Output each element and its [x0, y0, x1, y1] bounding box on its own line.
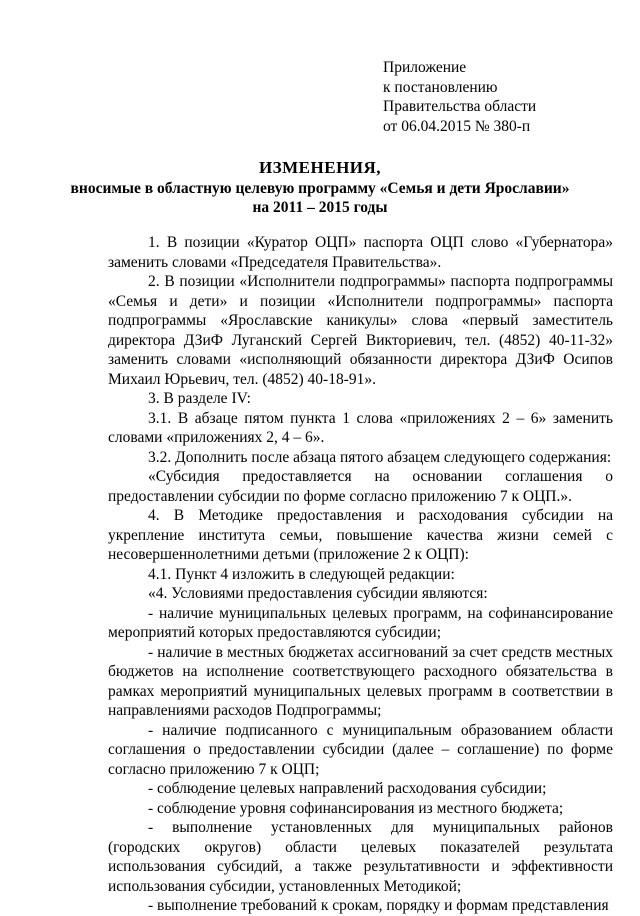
- paragraph: 2. В позиции «Исполнители подпрограммы» паспорта подпрограммы «Семья и дети» и позиции «Исполнители подпрограммы» паспорта подпрограммы «Ярославские каникулы» слова «первый заместитель директора ДЗиФ Луганский Сергей Викториевич, тел. (4852) 40-11-32» заменить словами «исполняющий обязанности директора ДЗиФ Осипов Михаил Юрьевич, тел. (4852) 40-18-91».: [108, 273, 613, 388]
- appendix-header: [383, 58, 536, 136]
- paragraph: 1. В позиции «Куратор ОЦП» паспорта ОЦП слово «Губернатора» заменить словами «Председателя Правительства».: [108, 234, 613, 271]
- title-subtitle: вносимые в областную целевую программу «Семья и дети Ярославии»: [70, 180, 570, 197]
- paragraph: - соблюдение уровня софинансирования из местного бюджета;: [148, 799, 564, 817]
- appendix-line: к постановлению: [383, 78, 498, 96]
- paragraph: 3. В разделе IV:: [148, 390, 251, 407]
- paragraph: - наличие муниципальных целевых программ, на софинансирование мероприятий которых предоставляются субсидии;: [108, 604, 613, 641]
- paragraph: 4.1. Пункт 4 изложить в следующей редакции:: [148, 565, 455, 583]
- paragraph: 4. В Методике предоставления и расходования субсидии на укрепление института семьи, повышение качества жизни семей с несовершеннолетними детьми (приложение 2 к ОЦП):: [108, 507, 613, 563]
- paragraph: - наличие в местных бюджетах ассигнований за счет средств местных бюджетов на исполнение соответствующего расходного обязательства в рамках мероприятий муниципальных целевых программ в соответствии в направлениями расходов Подпрограммы;: [108, 643, 613, 719]
- appendix-line: Правительства области: [383, 98, 537, 115]
- paragraph: «Субсидия предоставляется на основании соглашения о предоставлении субсидии по форме согласно приложению 7 к ОЦП.».: [108, 468, 613, 505]
- title-main: ИЗМЕНЕНИЯ,: [258, 158, 382, 177]
- paragraph: 3.2. Дополнить после абзаца пятого абзацем следующего содержания:: [148, 448, 612, 466]
- appendix-line: от 06.04.2015 № 380-п: [383, 117, 531, 135]
- paragraph: - наличие подписанного с муниципальным образованием области соглашения о предоставлении субсидии (далее – соглашение) по форме согласно приложению 7 к ОЦП;: [108, 721, 613, 778]
- document-body: [108, 233, 613, 916]
- paragraph: - соблюдение целевых направлений расходования субсидии;: [148, 780, 547, 797]
- paragraph: - выполнение требований к срокам, порядку и формам представления: [148, 897, 609, 914]
- paragraph: 3.1. В абзаце пятом пункта 1 слова «приложениях 2 – 6» заменить словами «приложениях 2, 4 – 6».: [108, 409, 613, 446]
- title-subtitle: на 2011 – 2015 годы: [252, 199, 388, 216]
- document-title: [0, 158, 640, 217]
- paragraph: - выполнение установленных для муниципальных районов (городских округов) области целевых показателей результата использования субсидий, а также результативности и эффективности использования субсидии, установленных Методикой;: [108, 819, 613, 895]
- paragraph: «4. Условиями предоставления субсидии являются:: [148, 585, 488, 602]
- appendix-line: Приложение: [383, 59, 467, 76]
